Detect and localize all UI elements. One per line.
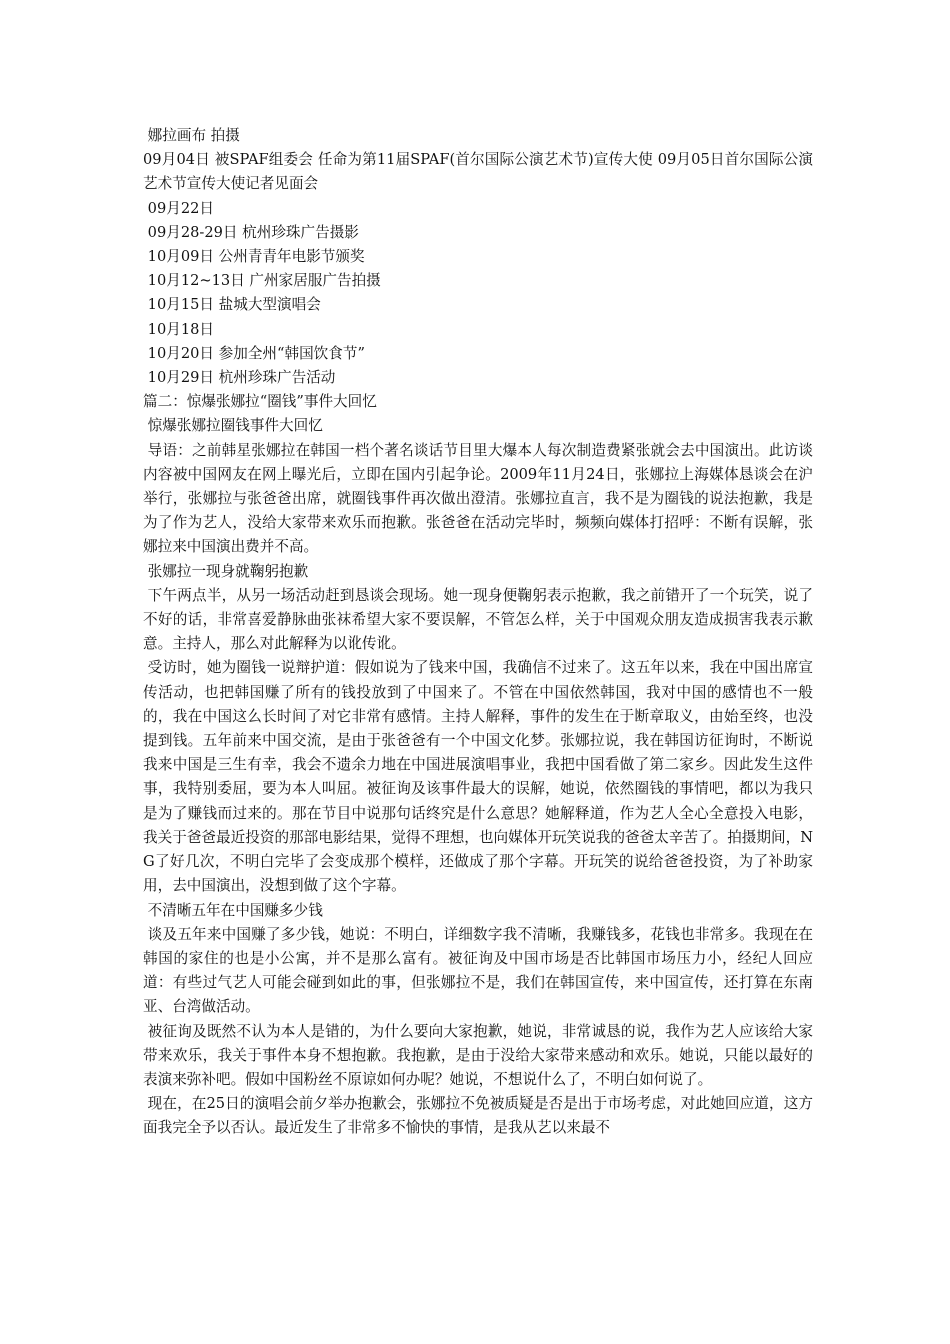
paragraph: 09月28-29日 杭州珍珠广告摄影 [147,223,359,241]
paragraph: 09月04日 被SPAF组委会 任命为第11届SPAF(首尔国际公演艺术节)宣传大使 09月05日首尔国际公演艺术节宣传大使记者见面会 [143,151,813,193]
document-page [143,124,813,1141]
paragraph: 10月20日 参加全州“韩国饮食节” [147,344,365,362]
paragraph: 现在，在25日的演唱会前夕举办抱歉会，张娜拉不免被质疑是否是出于市场考虑，对此她回应道，这方面我完全予以否认。最近发生了非常多不愉快的事情，是我从艺以来最不 [143,1095,813,1137]
paragraph: 谈及五年来中国赚了多少钱，她说：不明白，详细数字我不清晰，我赚钱多，花钱也非常多。我现在在韩国的家住的也是小公寓，并不是那么富有。被征询及中国市场是否比韩国市场压力小，经纪人回应道：有些过气艺人可能会碰到如此的事，但张娜拉不是，我们在韩国宣传，来中国宣传，还打算在东南亚、台湾做活动。 [143,925,813,1016]
paragraph: 10月29日 杭州珍珠广告活动 [147,369,336,387]
paragraph: 10月18日 [147,320,214,338]
section-heading: 篇二：惊爆张娜拉“圈钱”事件大回忆 [143,393,377,411]
paragraph: 10月12~13日 广州家居服广告拍摄 [147,272,381,290]
subheading: 张娜拉一现身就鞠躬抱歉 [147,562,309,580]
paragraph: 娜拉画布 拍摄 [147,127,240,144]
article-title: 惊爆张娜拉圈钱事件大回忆 [147,417,323,435]
paragraph: 10月15日 盐城大型演唱会 [147,296,321,314]
paragraph: 下午两点半，从另一场活动赶到恳谈会现场。她一现身便鞠躬表示抱歉，我之前错开了一个玩笑，说了不好的话，非常喜爱静脉曲张袜希望大家不要误解，不管怎么样，关于中国观众朋友造成损害我表示歉意。主持人，那么对此解释为以讹传讹。 [143,586,813,653]
paragraph: 受访时，她为圈钱一说辩护道：假如说为了钱来中国，我确信不过来了。这五年以来，我在中国出席宣传活动，也把韩国赚了所有的钱投放到了中国来了。不管在中国依然韩国，我对中国的感情也不一般的，我在中国这么长时间了对它非常有感情。主持人解释，事件的发生在于断章取义，由始至终，也没提到钱。五年前来中国交流，是由于张爸爸有一个中国文化梦。张娜拉说，我在韩国访征询时，不断说我来中国是三生有幸，我会不遗余力地在中国进展演唱事业，我把中国看做了第二家乡。因此发生这件事，我特别委屈，要为本人叫屈。被征询及该事件最大的误解，她说，依然圈钱的事情吧，都以为我只是为了赚钱而过来的。那在节目中说那句话终究是什么意思？她解释道，作为艺人全心全意投入电影，我关于爸爸最近投资的那部电影结果，觉得不理想，也向媒体开玩笑说我的爸爸太辛苦了。拍摄期间，NG了好几次，不明白完毕了会变成那个模样，还做成了那个字幕。开玩笑的说给爸爸投资，为了补助家用，去中国演出，没想到做了这个字幕。 [143,659,813,895]
paragraph: 被征询及既然不认为本人是错的，为什么要向大家抱歉，她说，非常诚恳的说，我作为艺人应该给大家带来欢乐，我关于事件本身不想抱歉。我抱歉，是由于没给大家带来感动和欢乐。她说，只能以最好的表演来弥补吧。假如中国粉丝不原谅如何办呢？她说，不想说什么了，不明白如何说了。 [143,1022,813,1088]
paragraph: 导语：之前韩星张娜拉在韩国一档个著名谈话节目里大爆本人每次制造费紧张就会去中国演出。此访谈内容被中国网友在网上曝光后，立即在国内引起争论。2009年11月24日，张娜拉上海媒体恳谈会在沪举行，张娜拉与张爸爸出席，就圈钱事件再次做出澄清。张娜拉直言，我不是为圈钱的说法抱歉，我是为了作为艺人，没给大家带来欢乐而抱歉。张爸爸在活动完毕时，频频向媒体打招呼：不断有误解，张娜拉来中国演出费并不高。 [143,441,813,556]
paragraph: 10月09日 公州青青年电影节颁奖 [147,248,365,266]
subheading: 不清晰五年在中国赚多少钱 [147,901,323,919]
paragraph: 09月22日 [147,199,214,217]
